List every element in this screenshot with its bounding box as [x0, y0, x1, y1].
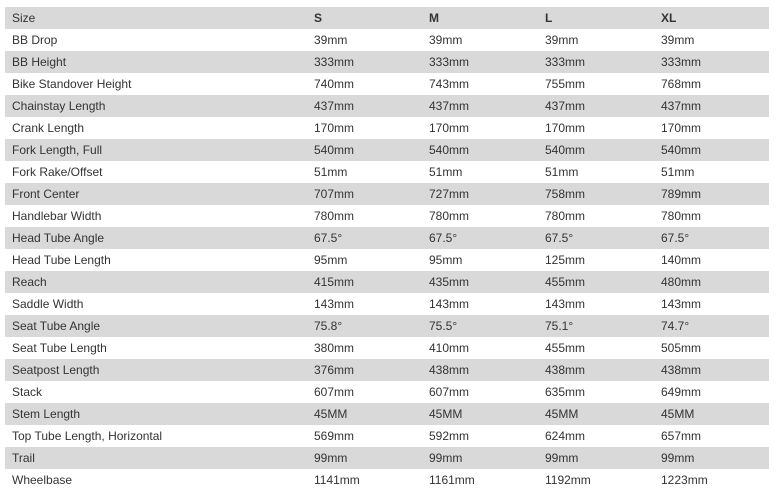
value-cell-l: 143mm [538, 293, 654, 315]
value-cell-l: 67.5° [538, 227, 654, 249]
value-cell-m: 780mm [422, 205, 538, 227]
value-cell-m: 1161mm [422, 469, 538, 491]
value-cell-xl: 67.5° [654, 227, 769, 249]
row-label: Seat Tube Angle [5, 315, 307, 337]
table-row [5, 205, 769, 227]
value-cell-l: 780mm [538, 205, 654, 227]
value-cell-m: 607mm [422, 381, 538, 403]
value-cell-l: 75.1° [538, 315, 654, 337]
value-cell-m: 437mm [422, 95, 538, 117]
value-cell-s: 380mm [307, 337, 422, 359]
value-cell-m: 435mm [422, 271, 538, 293]
value-cell-s: 376mm [307, 359, 422, 381]
row-label: Crank Length [5, 117, 307, 139]
value-cell-s: 45MM [307, 403, 422, 425]
table-row [5, 293, 769, 315]
value-cell-xl: 657mm [654, 425, 769, 447]
table-row [5, 161, 769, 183]
value-cell-s: 170mm [307, 117, 422, 139]
row-label: Handlebar Width [5, 205, 307, 227]
row-label: BB Height [5, 51, 307, 73]
row-label: BB Drop [5, 29, 307, 51]
value-cell-s: 437mm [307, 95, 422, 117]
row-label: Reach [5, 271, 307, 293]
table-row [5, 381, 769, 403]
row-label: Chainstay Length [5, 95, 307, 117]
value-cell-l: 438mm [538, 359, 654, 381]
table-header [5, 7, 769, 29]
row-label: Fork Length, Full [5, 139, 307, 161]
row-label: Top Tube Length, Horizontal [5, 425, 307, 447]
value-cell-xl: 780mm [654, 205, 769, 227]
value-cell-s: 333mm [307, 51, 422, 73]
value-cell-l: 99mm [538, 447, 654, 469]
value-cell-xl: 143mm [654, 293, 769, 315]
value-cell-l: 170mm [538, 117, 654, 139]
value-cell-m: 95mm [422, 249, 538, 271]
value-cell-m: 67.5° [422, 227, 538, 249]
size-header-s: S [307, 7, 422, 29]
value-cell-s: 95mm [307, 249, 422, 271]
header-row [5, 7, 769, 29]
value-cell-xl: 768mm [654, 73, 769, 95]
value-cell-xl: 140mm [654, 249, 769, 271]
value-cell-m: 592mm [422, 425, 538, 447]
size-header-xl: XL [654, 7, 769, 29]
table-row [5, 249, 769, 271]
value-cell-m: 51mm [422, 161, 538, 183]
value-cell-xl: 170mm [654, 117, 769, 139]
value-cell-s: 1141mm [307, 469, 422, 491]
value-cell-s: 707mm [307, 183, 422, 205]
table-row [5, 337, 769, 359]
value-cell-m: 333mm [422, 51, 538, 73]
table-row [5, 315, 769, 337]
value-cell-m: 743mm [422, 73, 538, 95]
value-cell-xl: 51mm [654, 161, 769, 183]
value-cell-xl: 45MM [654, 403, 769, 425]
table-row [5, 271, 769, 293]
value-cell-s: 540mm [307, 139, 422, 161]
value-cell-xl: 333mm [654, 51, 769, 73]
value-cell-l: 45MM [538, 403, 654, 425]
table-row [5, 359, 769, 381]
table-row [5, 227, 769, 249]
row-label: Front Center [5, 183, 307, 205]
table-row [5, 139, 769, 161]
value-cell-l: 540mm [538, 139, 654, 161]
value-cell-m: 143mm [422, 293, 538, 315]
value-cell-l: 755mm [538, 73, 654, 95]
row-label: Head Tube Angle [5, 227, 307, 249]
size-header-m: M [422, 7, 538, 29]
value-cell-xl: 505mm [654, 337, 769, 359]
value-cell-s: 143mm [307, 293, 422, 315]
value-cell-l: 39mm [538, 29, 654, 51]
table-row [5, 425, 769, 447]
value-cell-xl: 39mm [654, 29, 769, 51]
row-label: Stem Length [5, 403, 307, 425]
table-row [5, 73, 769, 95]
value-cell-m: 39mm [422, 29, 538, 51]
table-row [5, 51, 769, 73]
table-row [5, 117, 769, 139]
value-cell-l: 51mm [538, 161, 654, 183]
value-cell-s: 780mm [307, 205, 422, 227]
geometry-table [5, 7, 769, 491]
value-cell-l: 455mm [538, 271, 654, 293]
value-cell-m: 438mm [422, 359, 538, 381]
value-cell-l: 455mm [538, 337, 654, 359]
value-cell-m: 410mm [422, 337, 538, 359]
value-cell-m: 170mm [422, 117, 538, 139]
value-cell-l: 333mm [538, 51, 654, 73]
row-label: Bike Standover Height [5, 73, 307, 95]
header-label-cell: Size [5, 7, 307, 29]
table-row [5, 95, 769, 117]
row-label: Saddle Width [5, 293, 307, 315]
value-cell-xl: 437mm [654, 95, 769, 117]
row-label: Seat Tube Length [5, 337, 307, 359]
value-cell-xl: 540mm [654, 139, 769, 161]
row-label: Wheelbase [5, 469, 307, 491]
value-cell-xl: 480mm [654, 271, 769, 293]
table-row [5, 447, 769, 469]
value-cell-xl: 1223mm [654, 469, 769, 491]
value-cell-s: 99mm [307, 447, 422, 469]
value-cell-l: 635mm [538, 381, 654, 403]
value-cell-l: 125mm [538, 249, 654, 271]
value-cell-l: 624mm [538, 425, 654, 447]
value-cell-s: 51mm [307, 161, 422, 183]
table-body [5, 29, 769, 491]
value-cell-s: 415mm [307, 271, 422, 293]
value-cell-s: 39mm [307, 29, 422, 51]
value-cell-s: 607mm [307, 381, 422, 403]
table-row [5, 183, 769, 205]
value-cell-m: 727mm [422, 183, 538, 205]
value-cell-m: 99mm [422, 447, 538, 469]
value-cell-s: 67.5° [307, 227, 422, 249]
value-cell-l: 758mm [538, 183, 654, 205]
value-cell-m: 75.5° [422, 315, 538, 337]
value-cell-s: 75.8° [307, 315, 422, 337]
table-row [5, 403, 769, 425]
value-cell-l: 437mm [538, 95, 654, 117]
row-label: Head Tube Length [5, 249, 307, 271]
table-row [5, 469, 769, 491]
value-cell-m: 540mm [422, 139, 538, 161]
table-row [5, 29, 769, 51]
value-cell-s: 740mm [307, 73, 422, 95]
row-label: Seatpost Length [5, 359, 307, 381]
value-cell-m: 45MM [422, 403, 538, 425]
value-cell-l: 1192mm [538, 469, 654, 491]
value-cell-xl: 74.7° [654, 315, 769, 337]
value-cell-xl: 649mm [654, 381, 769, 403]
value-cell-xl: 789mm [654, 183, 769, 205]
value-cell-s: 569mm [307, 425, 422, 447]
value-cell-xl: 438mm [654, 359, 769, 381]
value-cell-xl: 99mm [654, 447, 769, 469]
row-label: Stack [5, 381, 307, 403]
row-label: Trail [5, 447, 307, 469]
size-header-l: L [538, 7, 654, 29]
row-label: Fork Rake/Offset [5, 161, 307, 183]
